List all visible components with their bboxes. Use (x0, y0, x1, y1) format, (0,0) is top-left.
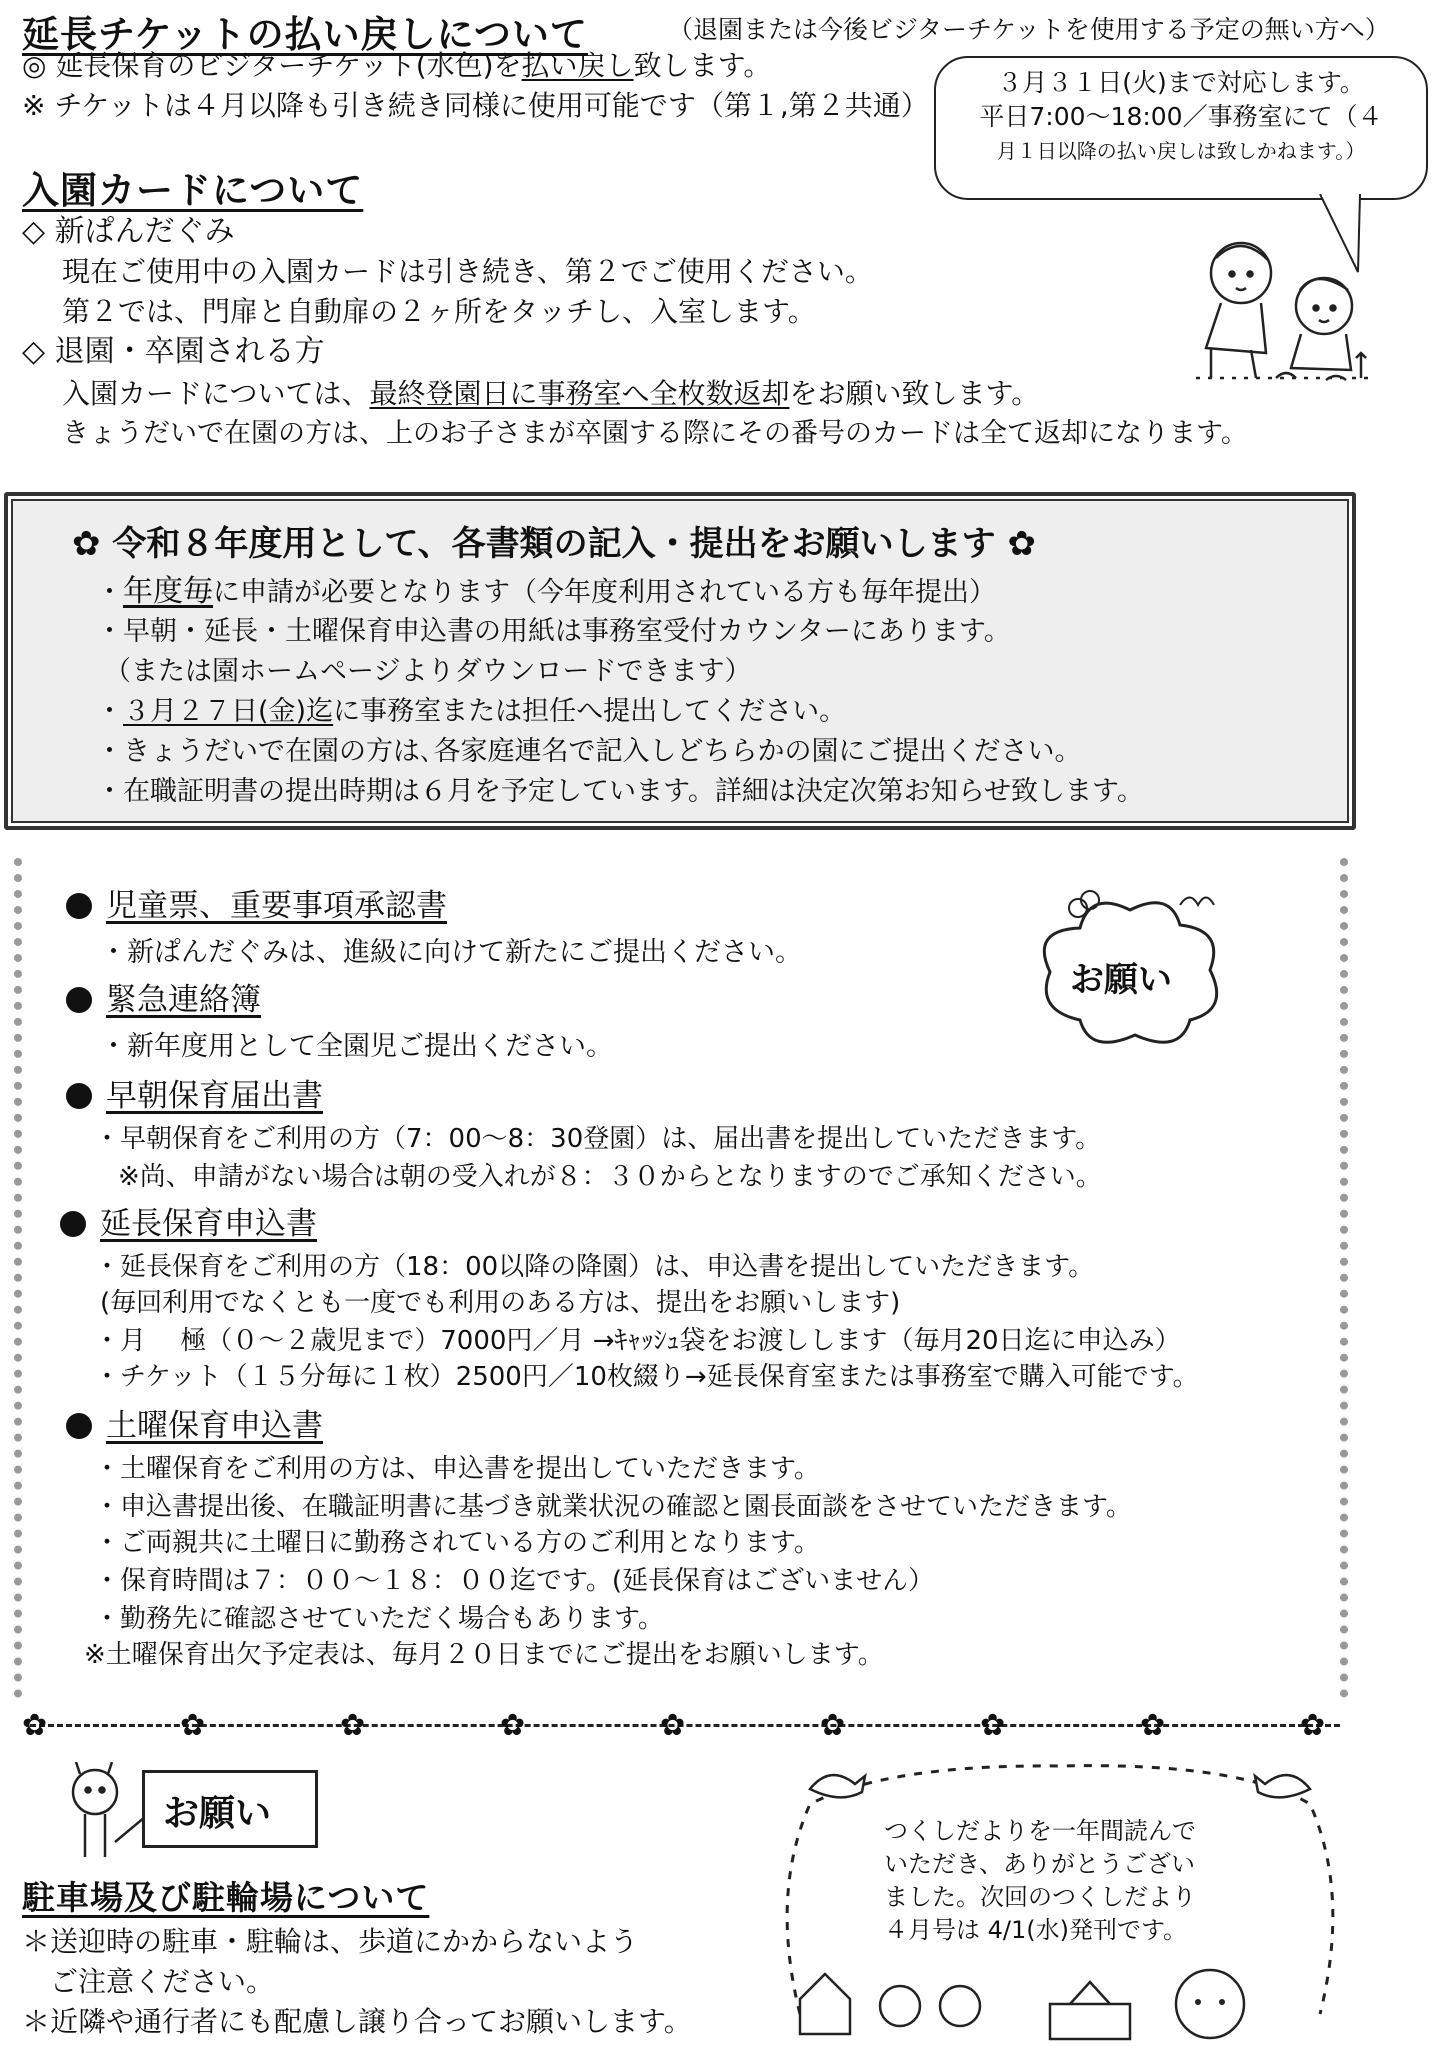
giraffe-icon (60, 1762, 150, 1862)
parking-heading: 駐車場及び駐輪場について (22, 1878, 430, 1917)
saturday-line-1: ・土曜保育をご利用の方は、申込書を提出していただきます。 (94, 1454, 820, 1484)
forms-line-4: ・３月２７日(金)迄に事務室または担任へ提出してください。 (96, 696, 847, 727)
section-early-care: 早朝保育届出書 (66, 1070, 323, 1115)
parking-line-2: ご注意ください。 (50, 1965, 275, 1998)
forms-line-6: ・在職証明書の提出時期は６月を予定しています。詳細は決定次第お知らせ致します。 (96, 776, 1144, 807)
forms-notice-title: ✿ 令和８年度用として、各書類の記入・提出をお願いします ✿ (72, 524, 1036, 564)
saturday-line-5: ・勤務先に確認させていただく場合もあります。 (94, 1604, 664, 1634)
flower-icon: ✿ (660, 1708, 686, 1743)
leaving-line-1: 入園カードについては、最終登園日に事務室へ全枚数返却をお願い致します。 (62, 377, 1040, 410)
saturday-line-2: ・申込書提出後、在職証明書に基づき就業状況の確認と園長面談をさせていただきます。 (94, 1492, 1132, 1522)
farewell-line: ました。次回のつくしだより (884, 1883, 1196, 1911)
tree-icon (940, 1986, 980, 2026)
flower-icon: ✿ (22, 1708, 48, 1743)
request-board-label: お願い (163, 1793, 272, 1834)
new-panda-line-2: 第２では、門扉と自動扉の２ヶ所をタッチし、入室します。 (62, 295, 816, 328)
extended-care-line-1: ・延長保育をご利用の方（18：00以降の降園）は、申込書を提出していただきます。 (94, 1252, 1095, 1282)
forms-line-2: ・早朝・延長・土曜保育申込書の用紙は事務室受付カウンターにあります。 (96, 616, 1011, 647)
farewell-line: つくしだよりを一年間読んで (884, 1817, 1196, 1845)
leaving-line-2: きょうだいで在園の方は、上のお子さまが卒園する際にその番号のカードは全て返却になります。 (62, 418, 1248, 449)
bullet-icon (66, 1083, 92, 1109)
bird-icon (810, 1775, 865, 1797)
bullet-icon (66, 987, 92, 1013)
house-icon (800, 1974, 850, 2034)
school-icon (1050, 1982, 1130, 2039)
flower-icon: ✿ (1140, 1708, 1166, 1743)
saturday-line-3: ・ご両親共に土曜日に勤務されている方のご利用となります。 (94, 1528, 820, 1558)
forms-line-3: （または園ホームページよりダウンロードできます） (104, 656, 752, 687)
speech-bubble (934, 56, 1428, 200)
bird-icon (1255, 1775, 1310, 1797)
tree-icon (880, 1986, 920, 2026)
new-panda-heading: ◇ 新ぱんだぐみ (22, 214, 235, 249)
new-panda-line-1: 現在ご使用中の入園カードは引き続き、第２でご使用ください。 (62, 255, 873, 288)
saturday-line-6: ※土曜保育出欠予定表は、毎月２０日までにご提出をお願いします。 (84, 1640, 884, 1670)
section-child-record: 児童票、重要事項承認書 (66, 880, 447, 925)
bubble-line: 平日7:00～18:00／事務室にて（４ (979, 102, 1383, 131)
dotted-border-left (14, 858, 22, 1698)
forms-line-5: ・きょうだいで在園の方は､各家庭連名で記入しどちらかの園にご提出ください。 (96, 736, 1082, 767)
extended-care-line-4: ・チケット（１５分毎に１枚）2500円／10枚綴り→延長保育室または事務室で購入可能です。 (94, 1362, 1199, 1392)
extended-care-line-2: (毎回利用でなくとも一度でも利用のある方は、提出をお願いします) (100, 1288, 901, 1318)
child-record-line: ・新ぱんだぐみは、進級に向けて新たにご提出ください。 (100, 937, 802, 968)
ticket-refund-heading: 延長チケットの払い戻しについて (22, 13, 588, 56)
bullet-icon (66, 893, 92, 919)
flower-icon: ✿ (1300, 1708, 1326, 1743)
section-emergency-contact: 緊急連絡簿 (66, 974, 261, 1019)
flower-icon: ✿ (980, 1708, 1006, 1743)
farewell-line: ４月号は 4/1(水)発刊です。 (884, 1916, 1188, 1944)
ticket-line-1: ◎ 延長保育のビジターチケット(水色)を払い戻し致します。 (22, 49, 772, 82)
child-face-icon (1176, 1970, 1244, 2038)
request-board (142, 1770, 318, 1848)
flower-request-sign (1030, 890, 1230, 1050)
parking-line-3: ＊近隣や通行者にも配慮し譲り合ってお願いします。 (22, 2005, 692, 2038)
flower-icon: ✿ (180, 1708, 206, 1743)
emergency-contact-line: ・新年度用として全園児ご提出ください。 (100, 1031, 613, 1062)
flower-request-label: お願い (1070, 960, 1172, 1000)
early-care-line-2: ※尚、申請がない場合は朝の受入れが８：３０からとなりますのでご承知ください。 (118, 1162, 1102, 1192)
flower-icon: ✿ (820, 1708, 846, 1743)
bullet-icon (60, 1211, 86, 1237)
flower-icon: ✿ (500, 1708, 526, 1743)
bubble-line: 月１日以降の払い戻しは致しかねます。） (996, 139, 1366, 163)
extended-care-line-3: ・月 極（０～２歳児まで）7000円／月 →ｷｬｯｼｭ袋をお渡しします（毎月20日迄に申込み） (94, 1326, 1181, 1356)
farewell-line: いただき、ありがとうござい (884, 1850, 1196, 1878)
section-extended-care: 延長保育申込書 (60, 1198, 317, 1243)
forms-line-1: ・年度毎に申請が必要となります（今年度利用されている方も毎年提出） (96, 574, 996, 609)
children-planting-icon (1176, 228, 1386, 393)
parking-line-1: ＊送迎時の駐車・駐輪は、歩道にかからないよう (22, 1925, 639, 1958)
dotted-border-right (1340, 858, 1348, 1698)
ticket-line-2: ※ チケットは４月以降も引き続き同様に使用可能です（第１,第２共通） (22, 89, 929, 122)
admission-card-heading: 入園カードについて (22, 169, 364, 212)
section-saturday-care: 土曜保育申込書 (66, 1400, 323, 1445)
forms-notice-box (4, 492, 1356, 830)
flower-icon: ✿ (340, 1708, 366, 1743)
bubble-line: ３月３１日(火)まで対応します。 (997, 68, 1365, 97)
leaving-heading: ◇ 退園・卒園される方 (22, 334, 325, 369)
request-sign (60, 1762, 320, 1862)
bullet-icon (66, 1413, 92, 1439)
ticket-refund-note: （退園または今後ビジターチケットを使用する予定の無い方へ） (668, 15, 1390, 44)
farewell-message (884, 1815, 1196, 1947)
saturday-line-4: ・保育時間は７：００～１８：００迄です。(延長保育はございません） (94, 1566, 935, 1596)
early-care-line-1: ・早朝保育をご利用の方（7：00～8：30登園）は、届出書を提出していただきます。 (94, 1124, 1102, 1154)
